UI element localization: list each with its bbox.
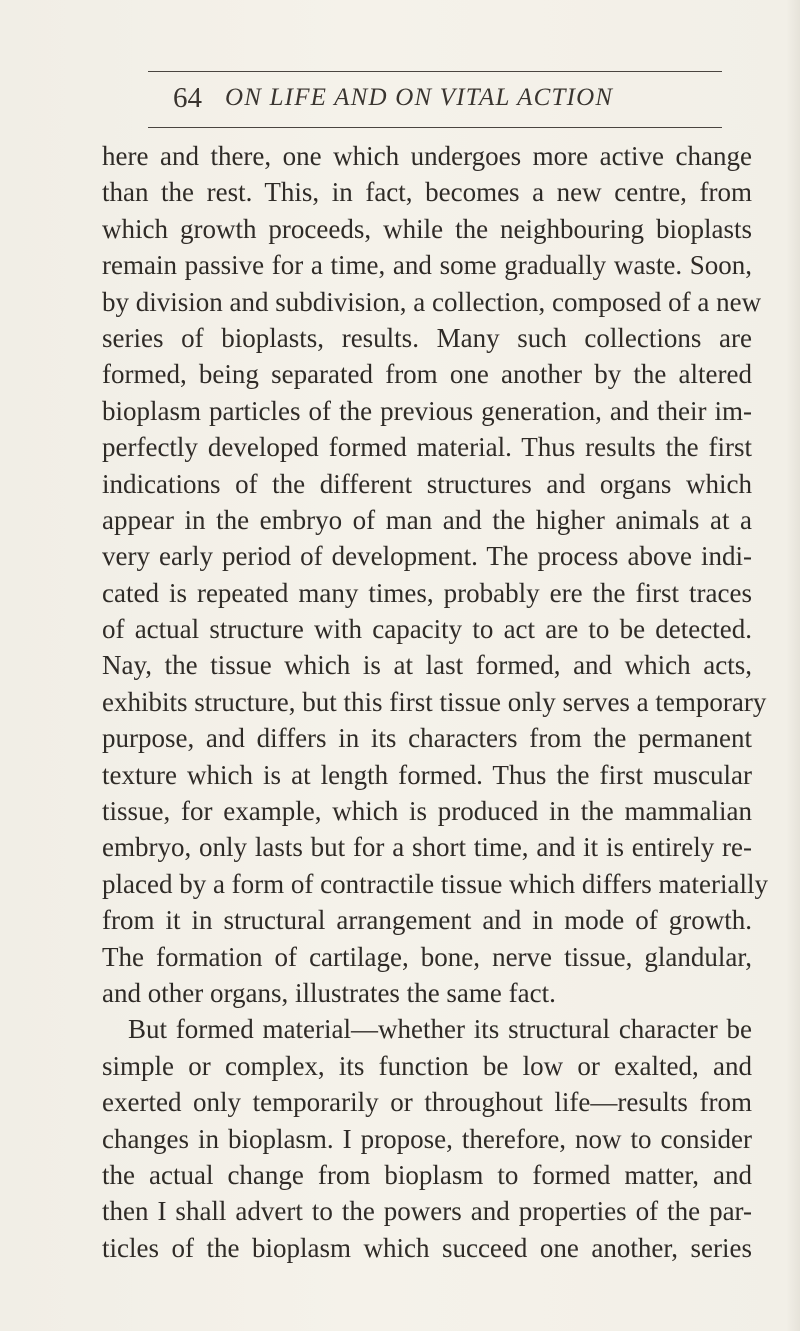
page-number: 64	[173, 82, 202, 114]
text-line: by division and subdivision, a collection, composed of a new	[102, 286, 762, 317]
header-rule-bottom	[148, 127, 722, 128]
text-line: exhibits structure, but this first tissue only serves a temporary	[102, 686, 767, 717]
page-edge-shadow	[786, 0, 800, 1331]
text-line: very early period of development. The process above indi-	[102, 541, 752, 572]
text-line: ticles of the bioplasm which succeed one another, series	[102, 1232, 752, 1263]
text-line: tissue, for example, which is produced in the mammalian	[102, 796, 752, 827]
text-line: purpose, and differs in its characters from the permanent	[102, 723, 752, 754]
page-header	[0, 78, 800, 118]
text-line: series of bioplasts, results. Many such collections are	[102, 322, 752, 353]
text-line: But formed material—whether its structural character be	[128, 1014, 752, 1045]
text-line: then I shall advert to the powers and properties of the par-	[102, 1196, 752, 1227]
text-line: appear in the embryo of man and the higher animals at a	[102, 504, 752, 535]
body-text	[102, 138, 769, 1266]
text-line: Nay, the tissue which is at last formed, and which acts,	[102, 650, 752, 681]
running-title: ON LIFE AND ON VITAL ACTION	[225, 84, 614, 111]
text-line: which growth proceeds, while the neighbouring bioplasts	[102, 213, 752, 244]
text-line: remain passive for a time, and some gradually waste. Soon,	[102, 250, 752, 281]
text-line: than the rest. This, in fact, becomes a new centre, from	[102, 177, 752, 208]
text-line: The formation of cartilage, bone, nerve tissue, glandular,	[102, 941, 752, 972]
text-line: embryo, only lasts but for a short time, and it is entirely re-	[102, 832, 752, 863]
text-line: texture which is at length formed. Thus the first muscular	[102, 759, 752, 790]
header-rule-top	[148, 71, 722, 72]
text-line: the actual change from bioplasm to formed matter, and	[102, 1159, 752, 1190]
text-line: placed by a form of contractile tissue which differs materially	[102, 868, 769, 899]
text-line: cated is repeated many times, probably ere the first traces	[102, 577, 752, 608]
text-line: simple or complex, its function be low or exalted, and	[102, 1050, 752, 1081]
text-line: formed, being separated from one another by the altered	[102, 359, 752, 390]
text-line: bioplasm particles of the previous generation, and their im-	[102, 395, 752, 426]
text-line: and other organs, illustrates the same fact.	[102, 977, 556, 1008]
text-line: changes in bioplasm. I propose, therefore, now to consider	[102, 1123, 752, 1154]
text-line: of actual structure with capacity to act are to be detected.	[102, 614, 752, 645]
text-line: here and there, one which undergoes more active change	[102, 141, 752, 171]
text-line: perfectly developed formed material. Thus results the first	[102, 432, 752, 463]
text-line: from it in structural arrangement and in mode of growth.	[102, 905, 752, 936]
text-line: exerted only temporarily or throughout life—results from	[102, 1087, 752, 1118]
text-line: indications of the different structures and organs which	[102, 468, 752, 499]
